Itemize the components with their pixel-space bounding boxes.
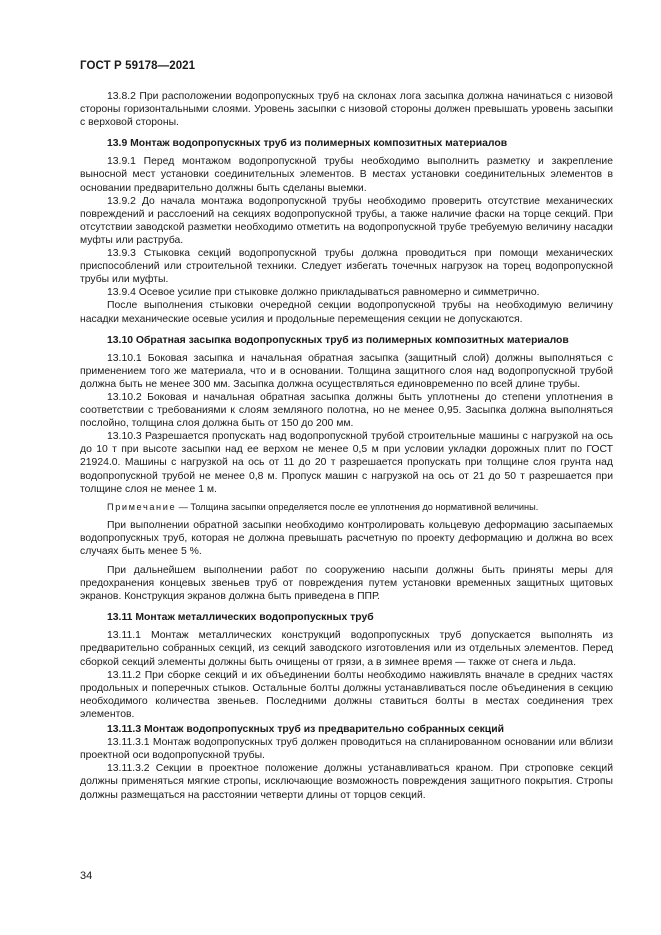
section-heading-13-11: 13.11 Монтаж металлических водопропускных труб <box>107 612 374 624</box>
section-heading-13-11-3: 13.11.3 Монтаж водопропускных труб из предварительно собранных секций <box>107 724 504 736</box>
paragraph-13-11-2: 13.11.2 При сборке секций и их объединении болты необходимо наживлять вначале в средних частях продольных и поперечных стыков. Остальные болты должны устанавливаться после объединения в секцию необходимого количества звеньев. Последними должны ставиться болты в местах соединения трех элементов. <box>80 669 613 720</box>
document-body <box>80 90 613 802</box>
paragraph-13-11-3-2: 13.11.3.2 Секции в проектное положение должны устанавливаться краном. При строповке секций должны применяться мягкие стропы, исключающие возможность повреждения защитного покрытия. Стропы должны размещаться на расстоянии четверти длины от торцов секций. <box>80 763 613 801</box>
paragraph-13-9-3: 13.9.3 Стыковка секций водопропускной трубы должна проводиться при помощи механических приспособлений или строительной техники. Следует избегать точечных нагрузок на торец водопропускной трубы или муфты. <box>80 248 613 286</box>
paragraph-13-10-3: 13.10.3 Разрешается пропускать над водопропускной трубой строительные машины с нагрузкой на ось до 10 т при высоте засыпки над ее верхом не менее 0,5 м при условии укладки дорожных плит по ГОСТ 21924.0. Машины с нагрузкой на ось от 11 до 20 т разрешается пропускать при толщине слоя грунта над водопропускной трубой не менее 0,8 м. Пропуск машин с нагрузкой на ось от 21 до 50 т разрешается при толщине слоя не менее 1 м. <box>80 431 613 495</box>
paragraph-13-11-1: 13.11.1 Монтаж металлических конструкций водопропускных труб допускается выполнять из предварительно собранных секций, из секций заводского изготовления или из отдельных элементов. Перед сборкой секций элементы должны быть очищены от грязи, а в зимнее время — также от снега и льда. <box>80 630 613 668</box>
page-number: 34 <box>80 870 93 882</box>
paragraph-end-protection: При дальнейшем выполнении работ по сооружению насыпи должны быть приняты меры для предохранения концевых звеньев труб от повреждения путем установки временных защитных щитовых экранов. Конструкция экранов должна быть приведена в ППР. <box>80 565 613 603</box>
paragraph-13-11-3-1: 13.11.3.1 Монтаж водопропускных труб должен проводиться на спланированном основании или вблизи проектной оси водопропускной трубы. <box>80 737 613 762</box>
note <box>80 501 613 513</box>
paragraph-deformation-control: При выполнении обратной засыпки необходимо контролировать кольцевую деформацию засыпаемых водопропускных труб, которая не должна превышать расчетную по проекту деформацию и должна во всех случаях быть менее 5 %. <box>80 519 613 557</box>
paragraph-13-9-4: 13.9.4 Осевое усилие при стыковке должно прикладываться равномерно и симметрично. <box>107 287 540 299</box>
paragraph-13-10-2: 13.10.2 Боковая и начальная обратная засыпка должны быть уплотнены до степени уплотнения в соответствии с требованиями к слоям земляного полотна, но не менее 0,95. Засыпка должна выполняться послойно, толщина слоя должна быть от 150 до 200 мм. <box>80 391 613 430</box>
paragraph-13-9-after: После выполнения стыковки очередной секции водопропускной трубы на необходимую величину насадки механические осевые усилия и продольные перемещения секции не допускаются. <box>80 300 613 325</box>
section-heading-13-9: 13.9 Монтаж водопропускных труб из полимерных композитных материалов <box>107 138 508 150</box>
paragraph-13-8-2: 13.8.2 При расположении водопропускных труб на склонах лога засыпка должна начинаться с низовой стороны горизонтальными слоями. Уровень засыпки с низовой стороны должен превышать уровень засыпки с верховой стороны. <box>80 91 613 129</box>
paragraph-13-10-1: 13.10.1 Боковая засыпка и начальная обратная засыпка (защитный слой) должны выполняться с применением того же материала, что и в основании. Толщина защитного слоя над водопропускной трубой должна быть не менее 300 мм. Засыпка должна осуществляться единовременно по всей длине трубы. <box>80 352 613 390</box>
section-heading-13-10: 13.10 Обратная засыпка водопропускных труб из полимерных композитных материалов <box>107 334 569 346</box>
note-label: Примечание <box>107 501 177 512</box>
paragraph-13-9-2: 13.9.2 До начала монтажа водопропускной трубы необходимо проверить отсутствие механических повреждений и расслоений на секциях водопропускной трубы, а также наличие фаски на торце секций. При отсутствии заводской разметки необходимо отметить на водопропускной трубе требуемую величину насадки муфты или раструба. <box>80 195 613 246</box>
note-text: — Толщина засыпки определяется после ее уплотнения до нормативной величины. <box>176 501 539 512</box>
paragraph-13-9-1: 13.9.1 Перед монтажом водопропускной трубы необходимо выполнить разметку и закрепление выносной мест установки соединительных элементов. В местах установки соединительных элементов в основании предварительно должны быть сделаны выемки. <box>80 156 613 194</box>
document-header: ГОСТ Р 59178—2021 <box>80 60 196 72</box>
